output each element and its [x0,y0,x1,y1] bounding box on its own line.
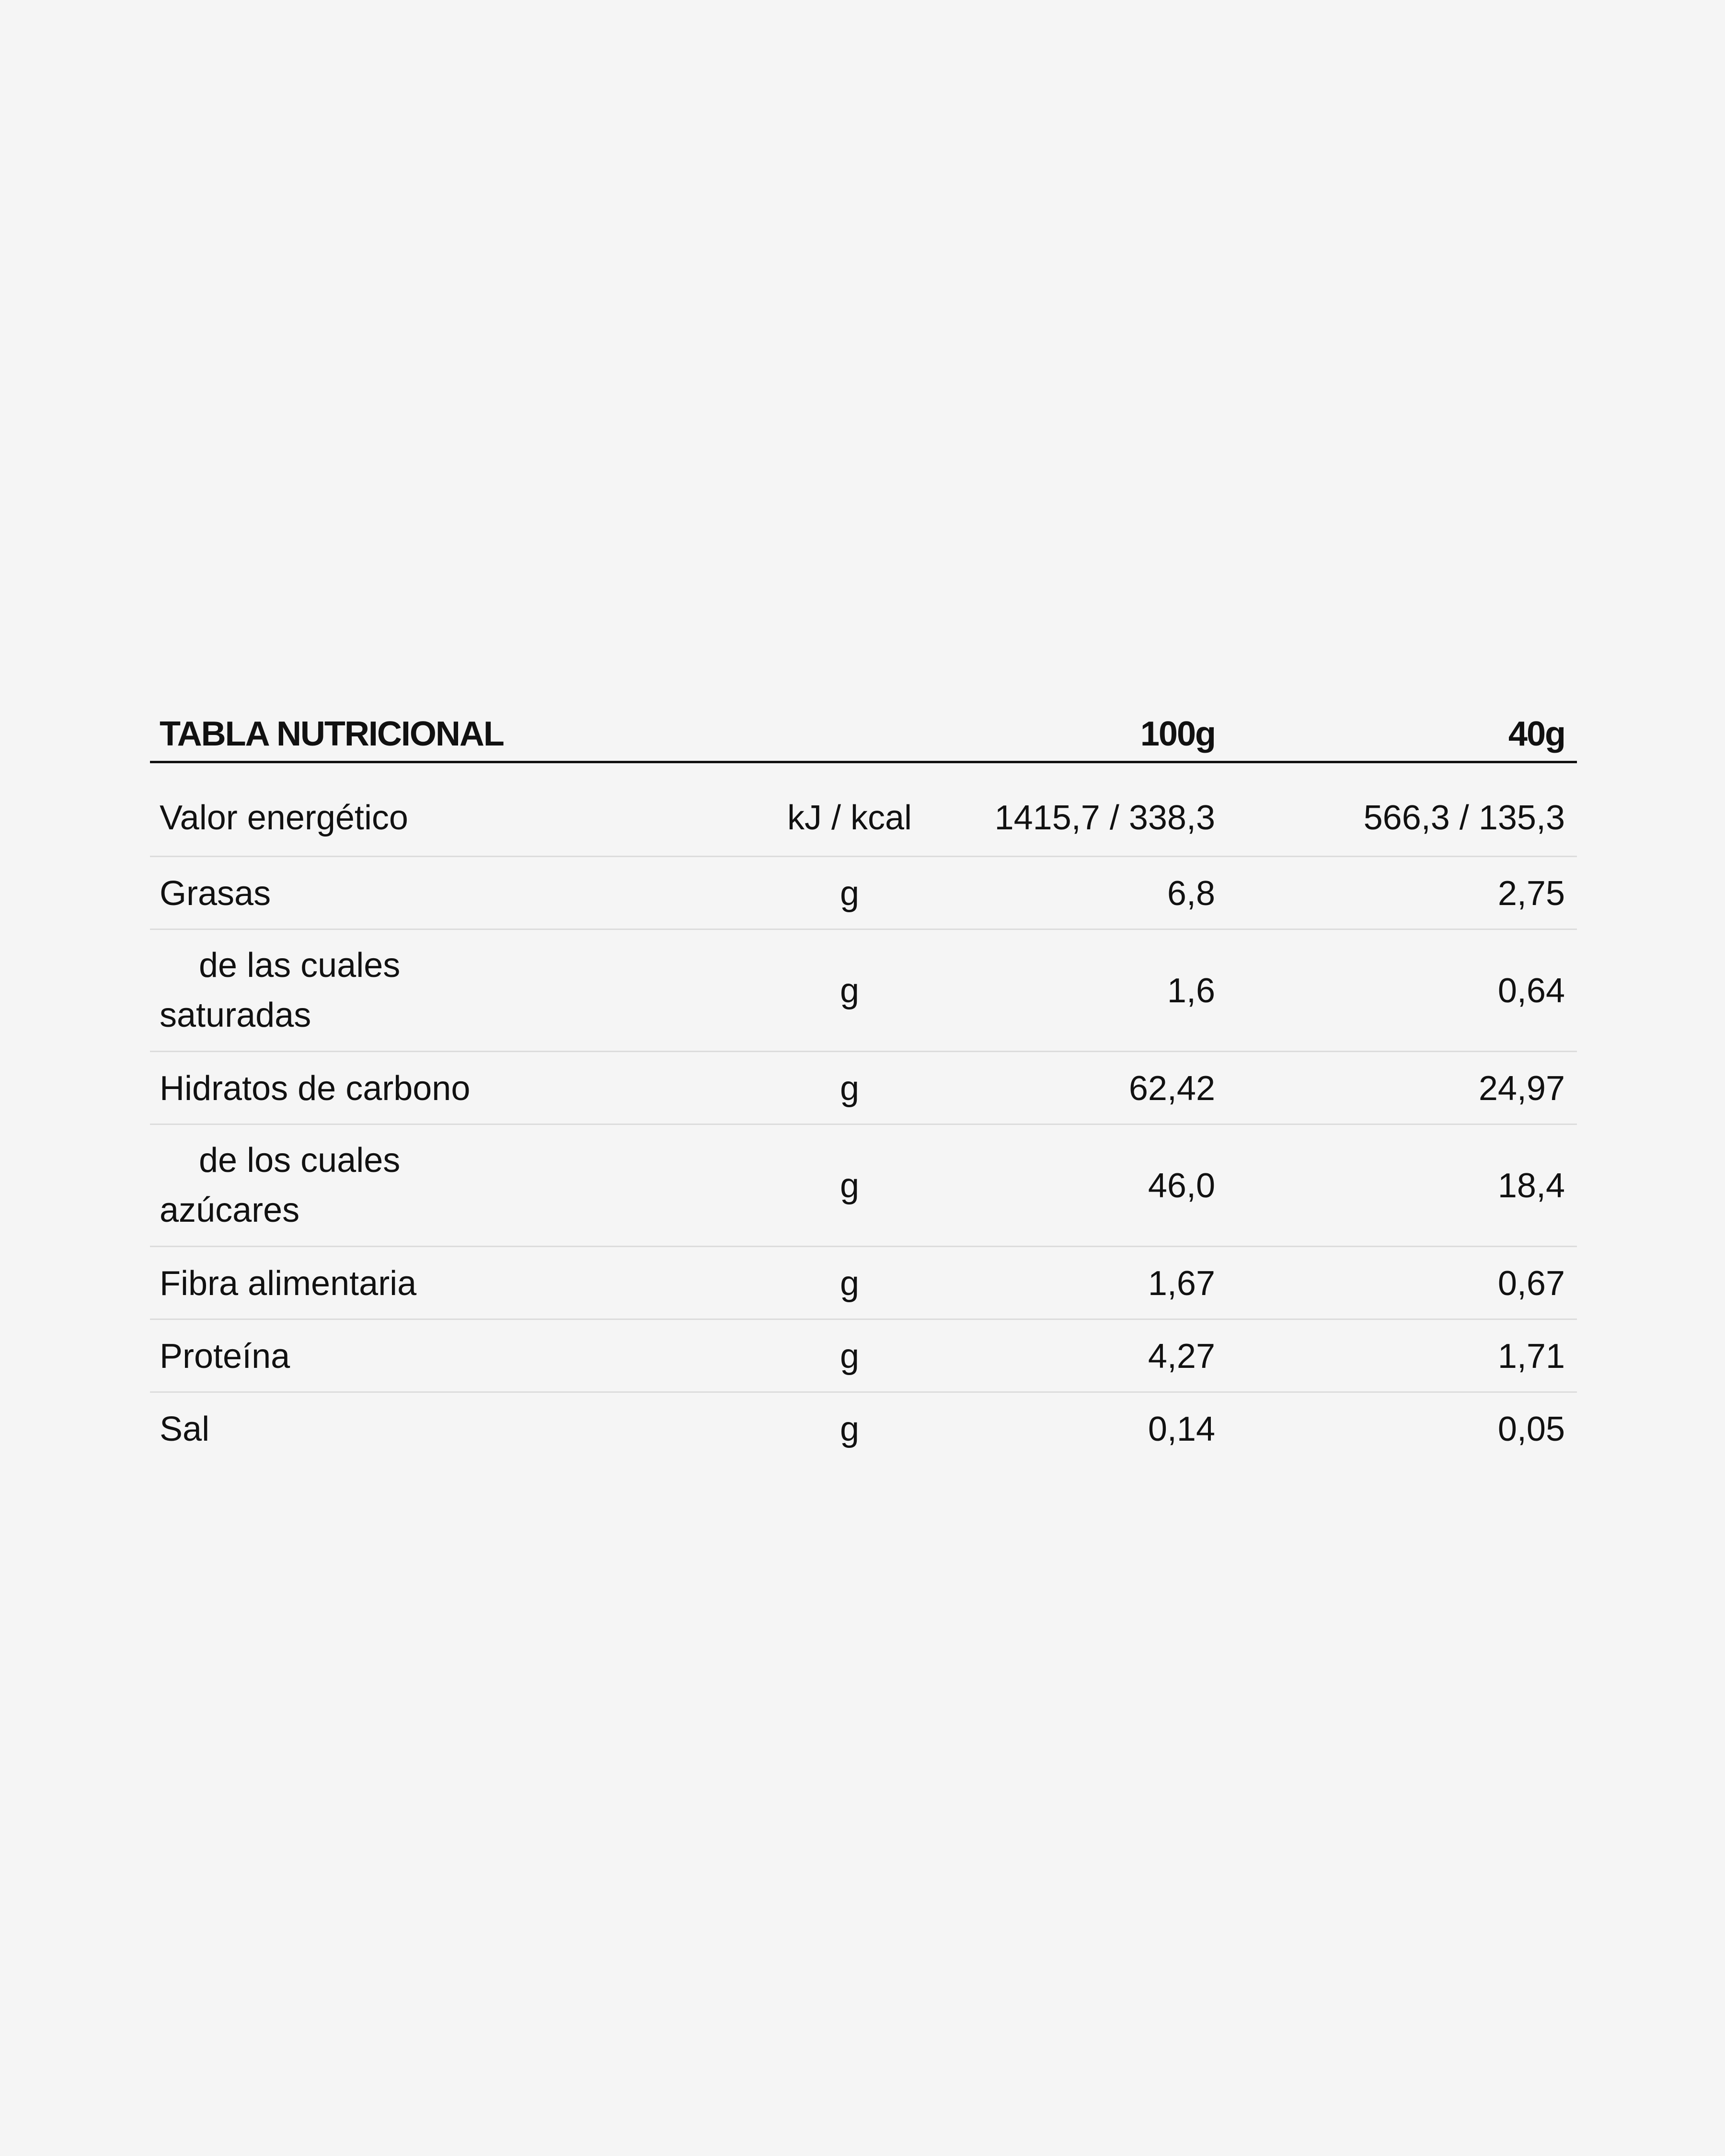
nutrient-name: Fibra alimentaria [160,1264,417,1303]
value-per-40g: 1,71 [1497,1337,1565,1376]
nutrient-name: Hidratos de carbono [160,1069,471,1108]
table-row-energy [150,763,1577,857]
table-row-sugars [150,1125,1577,1247]
value-per-40g: 0,67 [1497,1264,1565,1303]
table-title: TABLA NUTRICIONAL [160,715,504,753]
nutrient-unit: g [840,874,860,913]
nutrient-unit: g [840,1167,860,1205]
value-per-100g: 0,14 [1148,1410,1215,1448]
nutrient-unit: g [840,972,860,1010]
value-per-40g: 0,05 [1497,1410,1565,1448]
value-per-40g: 18,4 [1497,1167,1565,1205]
table-row-fat [150,857,1577,930]
table-row-carbohydrates [150,1052,1577,1125]
table-row-fiber [150,1247,1577,1320]
nutrient-unit: kJ / kcal [787,799,912,837]
value-per-40g: 24,97 [1478,1069,1565,1108]
table-header [150,690,1577,763]
table-row-salt [150,1393,1577,1466]
nutrient-unit: g [840,1337,860,1376]
value-per-100g: 46,0 [1148,1167,1215,1205]
column-header-100g: 100g [1140,715,1215,753]
table-row-saturated-fat [150,930,1577,1052]
nutrient-name: de las cuales saturadas [160,946,401,1034]
nutrient-name: Valor energético [160,799,408,837]
value-per-100g: 1415,7 / 338,3 [994,799,1215,837]
value-per-40g: 566,3 / 135,3 [1363,799,1565,837]
nutrient-unit: g [840,1069,860,1108]
nutrient-name: Sal [160,1410,210,1448]
value-per-100g: 1,67 [1148,1264,1215,1303]
nutrition-table [150,690,1577,1466]
nutrient-unit: g [840,1410,860,1448]
value-per-40g: 2,75 [1497,874,1565,913]
nutrient-unit: g [840,1264,860,1303]
value-per-100g: 6,8 [1167,874,1215,913]
column-header-40g: 40g [1508,715,1565,753]
value-per-100g: 4,27 [1148,1337,1215,1376]
nutrient-name: Grasas [160,874,271,913]
nutrient-name: Proteína [160,1337,290,1376]
value-per-40g: 0,64 [1497,972,1565,1010]
nutrient-name: de los cuales azúcares [160,1141,401,1229]
table-row-protein [150,1320,1577,1393]
value-per-100g: 1,6 [1167,972,1215,1010]
value-per-100g: 62,42 [1128,1069,1215,1108]
